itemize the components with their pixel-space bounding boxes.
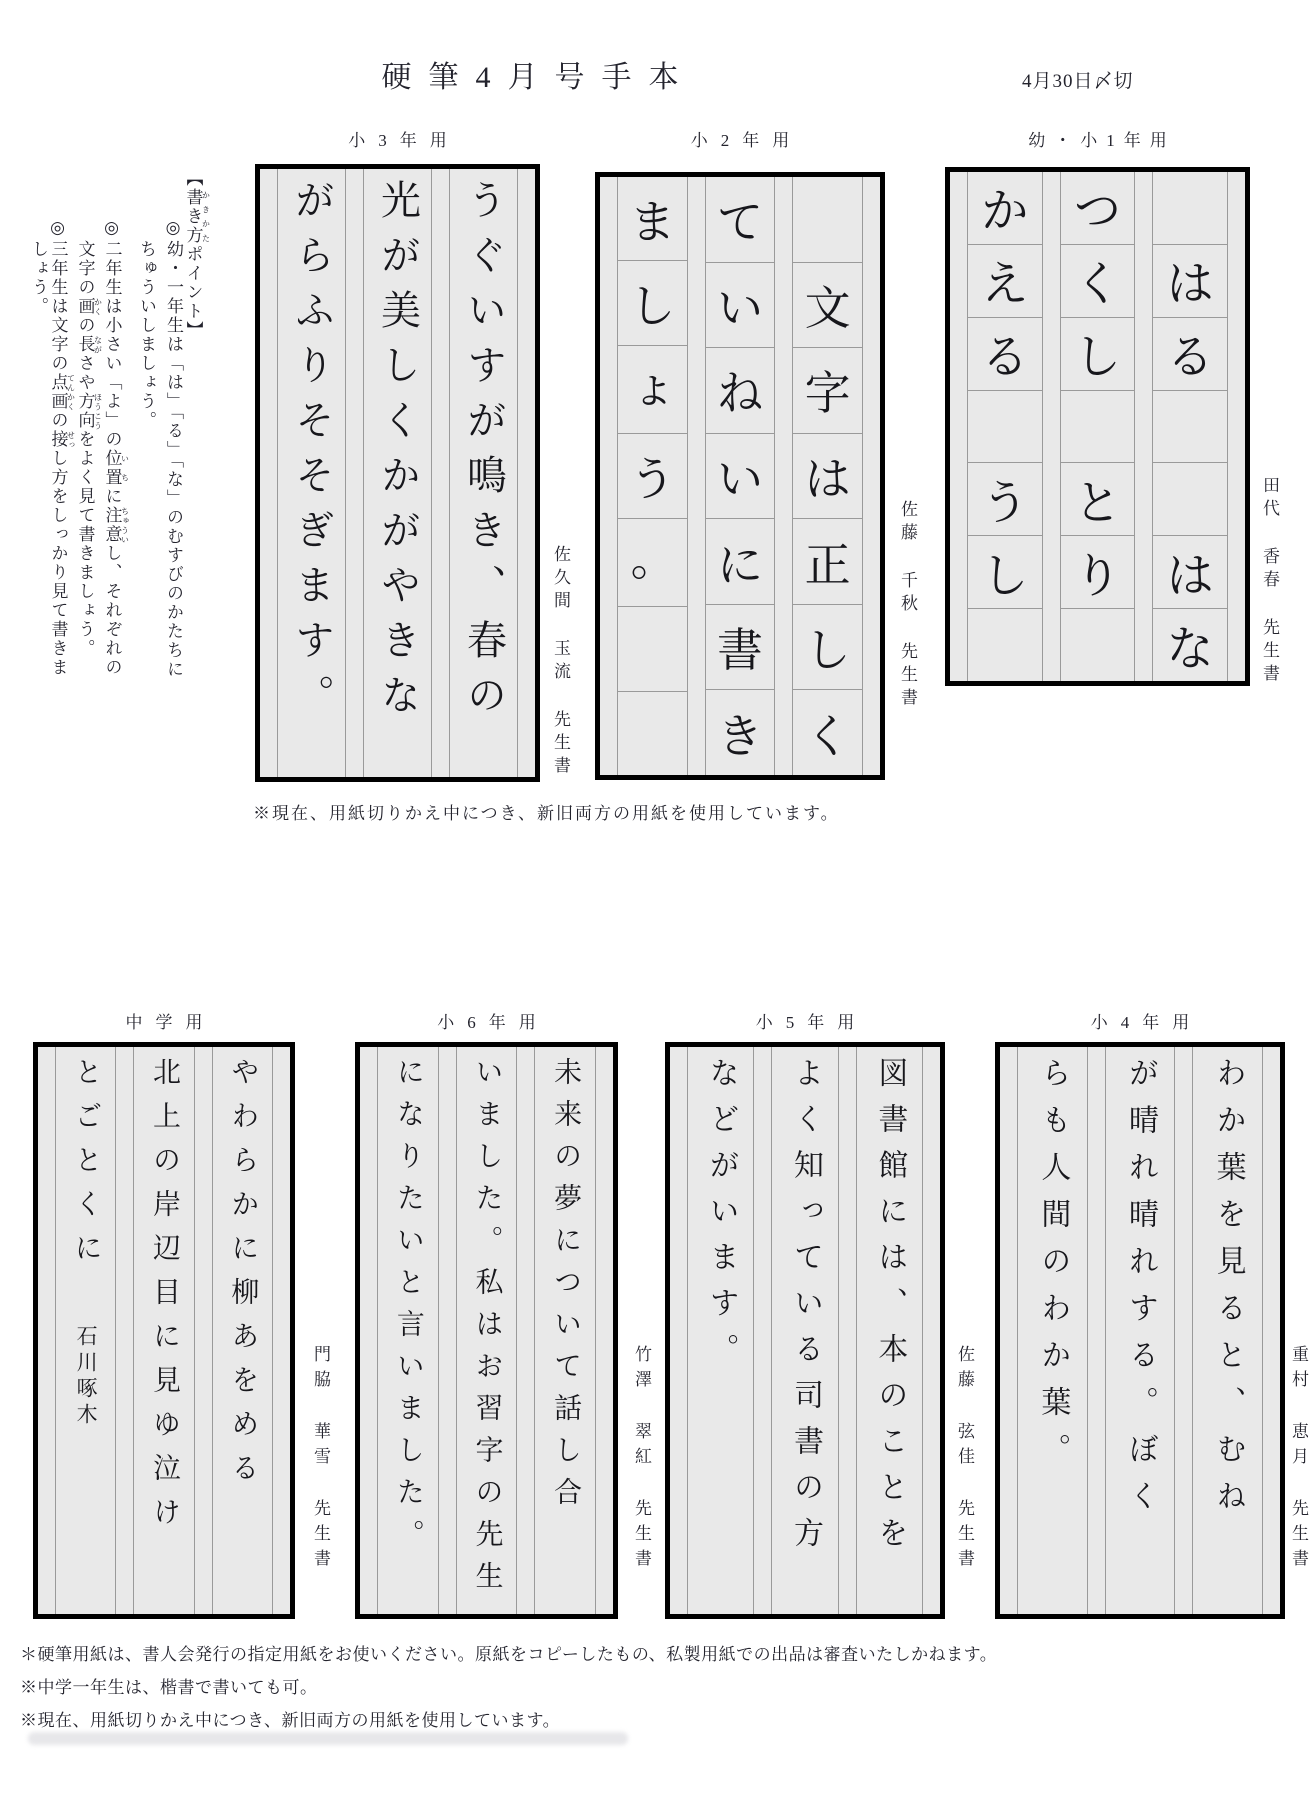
column-gutter — [596, 1047, 613, 1614]
column-gutter — [346, 169, 363, 777]
faint-showthrough-artifact — [28, 1732, 628, 1745]
char-cell: ね — [706, 347, 775, 433]
handwritten-text: うぐいすが鳴き、春の — [461, 179, 507, 729]
note-paper-change-top: ※現在、用紙切りかえ中につき、新旧両方の用紙を使用しています。 — [253, 804, 840, 823]
column-gutter — [863, 177, 880, 775]
char-cell: う — [968, 462, 1042, 535]
column-gutter — [116, 1047, 133, 1614]
box-label-chu: 中学用 — [125, 1013, 216, 1032]
char-cell — [968, 608, 1042, 681]
char-cell — [1061, 608, 1135, 681]
writing-column — [792, 177, 863, 775]
box-label-ysho1: 幼・小1年用 — [1028, 131, 1176, 150]
model-box-ysho1 — [945, 167, 1250, 686]
handwritten-text: らも人間のわか葉。 — [1036, 1057, 1070, 1480]
teacher-credit-ysho1: 田代 香春 先生書 — [1260, 476, 1279, 687]
writing-column — [277, 169, 346, 777]
points-column: ◎二年生は小さい「よ」の位置 いちに注意 ちゅういし、それぞれの — [102, 218, 130, 677]
note-line: ※中学一年生は、楷書で書いても可。 — [20, 1678, 318, 1697]
char-cell: は — [793, 433, 862, 519]
column-gutter — [670, 1047, 687, 1614]
column-gutter — [1175, 1047, 1192, 1614]
char-cell: は — [1153, 244, 1227, 317]
char-cell: に — [706, 518, 775, 604]
handwritten-text: わか葉を見ると、むね — [1211, 1057, 1245, 1527]
model-box-sho4 — [995, 1042, 1285, 1619]
teacher-credit-sho5: 佐藤 弦佳 先生書 — [955, 1345, 974, 1574]
writing-column — [705, 177, 776, 775]
box-label-sho2: 小2年用 — [690, 131, 803, 150]
box-label-sho3: 小3年用 — [348, 131, 460, 150]
teacher-credit-chu: 門脇 華雪 先生書 — [311, 1345, 330, 1574]
handwritten-text: とごとくに — [70, 1057, 102, 1277]
writing-column — [617, 177, 688, 775]
model-box-sho3 — [255, 164, 540, 782]
char-cell — [793, 177, 862, 262]
handwritten-text: よく知っている司書の方 — [789, 1057, 822, 1563]
writing-column — [133, 1047, 194, 1614]
writing-column — [449, 169, 518, 777]
column-gutter — [600, 177, 617, 775]
writing-column — [55, 1047, 116, 1614]
handwritten-text: がらふりそそぎます。 — [289, 179, 335, 729]
box-label-sho4: 小4年用 — [1090, 1013, 1203, 1032]
char-cell: き — [706, 689, 775, 775]
points-column: 【書き方 かきかたポイント】 — [183, 169, 211, 340]
writing-column — [1017, 1047, 1088, 1614]
handwritten-text: 未来の夢について話し合 — [550, 1057, 582, 1519]
model-box-sho2 — [595, 172, 885, 780]
model-box-chu — [33, 1042, 295, 1619]
page-title: 硬筆4月号手本 — [381, 61, 696, 94]
box-label-sho6: 小6年用 — [437, 1013, 549, 1032]
column-gutter — [432, 169, 449, 777]
char-cell: 文 — [793, 262, 862, 348]
char-cell: う — [618, 433, 687, 517]
handwritten-text: 図書館には、本のことを — [873, 1057, 907, 1563]
note-line: ＊硬筆用紙は、書人会発行の指定用紙をお使いください。原紙をコピーしたもの、私製用紙での出品は審査いたしかねます。 — [20, 1645, 998, 1664]
model-box-sho5 — [665, 1042, 945, 1619]
column-gutter — [1263, 1047, 1280, 1614]
char-cell: く — [793, 689, 862, 775]
teacher-credit-sho6: 竹澤 翠紅 先生書 — [632, 1345, 651, 1574]
char-cell: し — [793, 604, 862, 690]
char-cell: は — [1153, 535, 1227, 608]
writing-column — [377, 1047, 439, 1614]
signature-text: 石川啄木 — [74, 1325, 99, 1429]
column-gutter — [754, 1047, 771, 1614]
char-cell: し — [968, 535, 1042, 608]
column-gutter — [195, 1047, 212, 1614]
char-cell: 。 — [618, 518, 687, 606]
char-cell — [968, 390, 1042, 463]
char-cell: な — [1153, 608, 1227, 681]
note-line: ※現在、用紙切りかえ中につき、新旧両方の用紙を使用しています。 — [20, 1711, 561, 1730]
deadline-label: 4月30日〆切 — [1022, 71, 1134, 92]
writing-column — [967, 172, 1043, 681]
writing-column — [687, 1047, 754, 1614]
points-column: ◎幼・一年生は「は」「る」「な」のむすびのかたちに — [164, 218, 183, 679]
char-cell: る — [968, 317, 1042, 390]
char-cell: と — [1061, 462, 1135, 535]
column-gutter — [1228, 172, 1245, 681]
char-cell: か — [981, 186, 1029, 239]
column-gutter — [273, 1047, 290, 1614]
char-cell: ょ — [618, 345, 687, 433]
points-column: 文字の画 かくの長 ながさや方向 ほうこうをよく見て書きましょう。 — [75, 240, 103, 658]
column-gutter — [775, 177, 792, 775]
writing-column — [1060, 172, 1136, 681]
char-cell — [618, 606, 687, 690]
char-cell: し — [1061, 317, 1135, 390]
char-cell: つ — [1073, 186, 1121, 239]
teacher-credit-sho2: 佐藤 千秋 先生書 — [898, 500, 917, 711]
teacher-credit-sho4: 重村 恵月 先生書 — [1289, 1345, 1308, 1574]
points-column: ちゅういしましょう。 — [137, 240, 156, 430]
handwritten-text: が晴れ晴れする。ぼく — [1123, 1057, 1157, 1527]
writing-column — [363, 169, 432, 777]
writing-column — [456, 1047, 518, 1614]
writing-points-note — [14, 163, 210, 723]
column-gutter — [950, 172, 967, 681]
handwritten-text: 光が美しくかがやきな — [375, 179, 421, 729]
column-gutter — [360, 1047, 377, 1614]
char-cell — [1153, 390, 1227, 463]
char-cell: 書 — [706, 604, 775, 690]
column-gutter — [38, 1047, 55, 1614]
footer-notes — [20, 1638, 997, 1737]
column-gutter — [518, 169, 535, 777]
char-cell: し — [618, 260, 687, 344]
writing-column — [1105, 1047, 1176, 1614]
char-cell: い — [706, 262, 775, 348]
char-cell: る — [1153, 317, 1227, 390]
handwritten-text: などがいます。 — [704, 1057, 738, 1379]
box-label-sho5: 小5年用 — [755, 1013, 868, 1032]
handwritten-text: やわらかに柳あをめる — [227, 1057, 259, 1497]
char-cell: り — [1061, 535, 1135, 608]
writing-column — [534, 1047, 596, 1614]
column-gutter — [517, 1047, 534, 1614]
char-cell: い — [706, 433, 775, 519]
column-gutter — [1135, 172, 1152, 681]
char-cell: く — [1061, 244, 1135, 317]
char-cell — [618, 691, 687, 775]
char-cell — [1153, 462, 1227, 535]
handwritten-text: いました。私はお習字の先生 — [471, 1057, 503, 1603]
char-cell — [1061, 390, 1135, 463]
column-gutter — [1043, 172, 1060, 681]
char-cell: 正 — [793, 518, 862, 604]
column-gutter — [439, 1047, 456, 1614]
char-cell — [1153, 172, 1227, 244]
column-gutter — [839, 1047, 856, 1614]
char-cell: ま — [629, 196, 676, 248]
char-cell: 字 — [793, 347, 862, 433]
model-box-sho6 — [355, 1042, 618, 1619]
points-column: しょう。 — [29, 240, 48, 316]
column-gutter — [260, 169, 277, 777]
points-column: ◎三年生は文字の点画 てんかくの接 せっし方をしっかり見て書きま — [48, 218, 76, 677]
teacher-credit-sho3: 佐久間 玉流 先生書 — [551, 545, 570, 779]
char-cell: て — [716, 197, 763, 249]
column-gutter — [923, 1047, 940, 1614]
writing-column — [1192, 1047, 1263, 1614]
writing-column — [212, 1047, 273, 1614]
writing-column — [771, 1047, 838, 1614]
column-gutter — [688, 177, 705, 775]
writing-column — [1152, 172, 1228, 681]
writing-column — [856, 1047, 923, 1614]
column-gutter — [1000, 1047, 1017, 1614]
handwritten-text: 北上の岸辺目に見ゆ泣け — [149, 1057, 180, 1541]
handwritten-text: になりたいと言いました。 — [392, 1057, 424, 1561]
char-cell: え — [968, 244, 1042, 317]
column-gutter — [1088, 1047, 1105, 1614]
